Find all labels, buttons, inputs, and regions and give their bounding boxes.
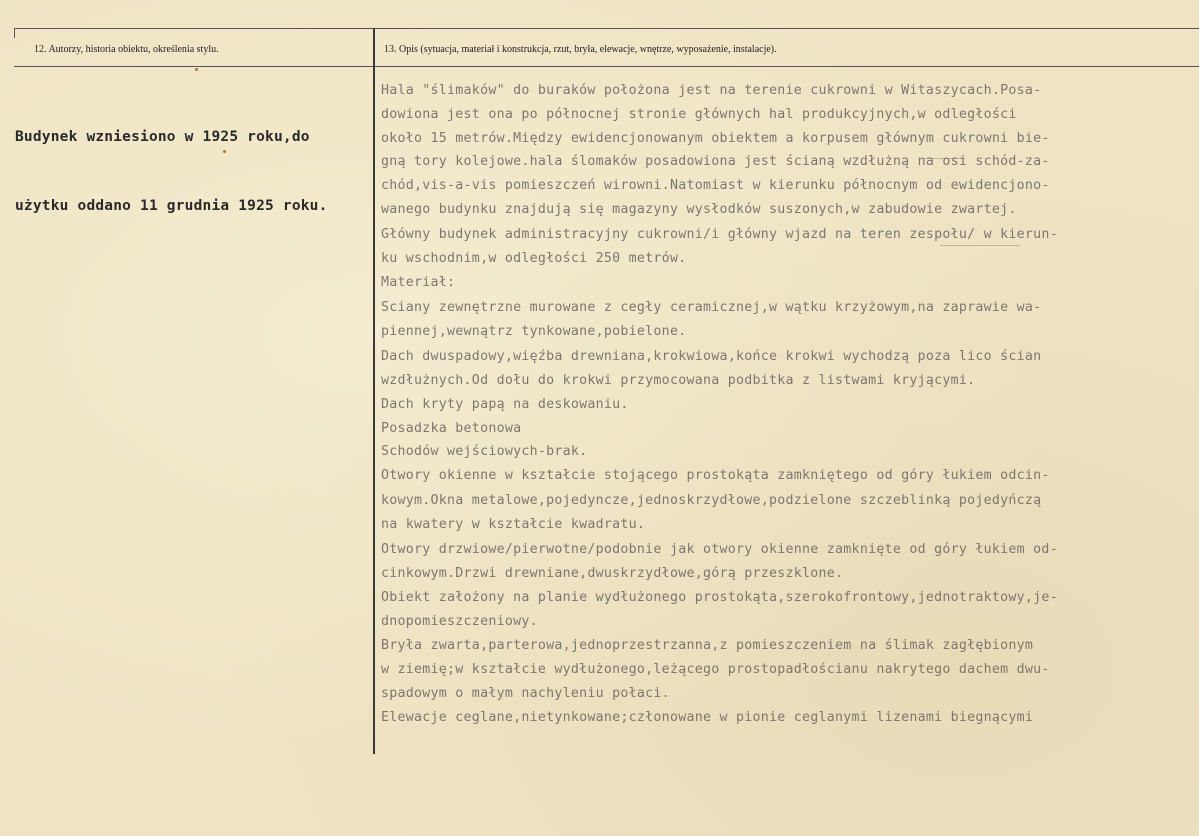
section-13-line: Otwory drzwiowe/pierwotne/podobnie jak otwory okienne zamknięte od góry łukiem od-	[381, 542, 1058, 557]
section-12-underline	[14, 66, 373, 67]
section-13-line: Bryła zwarta,parterowa,jednoprzestrzanna,z pomieszczeniem na ślimak zagłębionym	[381, 638, 1034, 653]
section-13-line: kowym.Okna metalowe,pojedyncze,jednoskrzydłowe,podzielone szczeblinką pojedyńczą	[381, 493, 1042, 508]
section-13-line: spadowym o małym nachyleniu połaci.	[381, 686, 670, 701]
section-13-line: wanego budynku znajdują się magazyny wysłodków suszonych,w zabudowie zwartej.	[381, 202, 1017, 217]
section-13-line: Materiał:	[381, 275, 456, 290]
section-13-line: cinkowym.Drzwi drewniane,dwuskrzydłowe,górą przeszklone.	[381, 566, 844, 581]
section-13-line: Dach dwuspadowy,więźba drewniana,krokwiowa,końce krokwi wychodzą poza lico ścian	[381, 349, 1042, 364]
section-12-text	[15, 80, 328, 264]
section-13-line: piennej,wewnątrz tynkowane,pobielone.	[381, 324, 687, 339]
section-13-header: 13. Opis (sytuacja, materiał i konstrukcja, rzut, bryła, elewacje, wnętrze, wyposażenie, instalacje).	[384, 44, 777, 55]
section-13-line: w ziemię;w kształcie wydłużonego,leżącego prostopadłościanu nakrytego dachem dwu-	[381, 662, 1050, 677]
section-12-header: 12. Autorzy, historia obiektu, określenia stylu.	[34, 44, 219, 55]
section-13-line: Otwory okienne w kształcie stojącego prostokąta zamkniętego od góry łukiem odcin-	[381, 468, 1050, 483]
section-13-line: chód,vis-a-vis pomieszczeń wirowni.Natomiast w kierunku północnym od ewidencjono-	[381, 178, 1050, 193]
section-13-line: Elewacje ceglane,nietynkowane;członowane w pionie ceglanymi lizenami biegnącymi	[381, 710, 1034, 725]
section-13-line: Posadzka betonowa	[381, 421, 522, 436]
section-13-line: na kwatery w kształcie kwadratu.	[381, 517, 646, 532]
faint-underline-mark	[940, 245, 1020, 246]
section-13-line: Obiekt założony na planie wydłużonego prostokąta,szerokofrontowy,jednotraktowy,je-	[381, 590, 1058, 605]
section-13-line: Schodów wejściowych-brak.	[381, 444, 588, 459]
ink-dot	[223, 150, 226, 153]
section-13-line: Dach kryty papą na deskowaniu.	[381, 397, 629, 412]
section-13-line: Sciany zewnętrzne murowane z cegły ceramicznej,w wątku krzyżowym,na zaprawie wa-	[381, 300, 1042, 315]
section-13-line: wzdłużnych.Od dołu do krokwi przymocowana podbitka z listwami kryjącymi.	[381, 373, 976, 388]
section-13-line: około 15 metrów.Między ewidencjonowanym obiektem a korpusem głównym cukrowni bie-	[381, 131, 1050, 146]
ink-dot	[195, 68, 198, 71]
section-13-line: Główny budynek administracyjny cukrowni/i główny wjazd na teren zespołu/ w kierun-	[381, 227, 1058, 242]
left-edge-tick	[14, 28, 15, 38]
section-13-line: dnopomieszczeniowy.	[381, 614, 538, 629]
section-13-line: dowiona jest ona po północnej stronie głównych hal produkcyjnych,w odległości	[381, 107, 1017, 122]
top-rule	[14, 28, 1199, 29]
section-13-underline	[375, 66, 1199, 67]
section-12-line: Budynek wzniesiono w 1925 roku,do	[15, 129, 310, 145]
section-13-line: gną tory kolejowe.hala ślomaków posadowiona jest ścianą wzdłużną na osi schód-za-	[381, 154, 1050, 169]
column-divider	[373, 28, 375, 754]
section-13-line: ku wschodnim,w odległości 250 metrów.	[381, 251, 687, 266]
section-13-line: Hala "ślimaków" do buraków położona jest na terenie cukrowni w Witaszycach.Posa-	[381, 83, 1042, 98]
section-12-line: użytku oddano 11 grudnia 1925 roku.	[15, 198, 328, 214]
